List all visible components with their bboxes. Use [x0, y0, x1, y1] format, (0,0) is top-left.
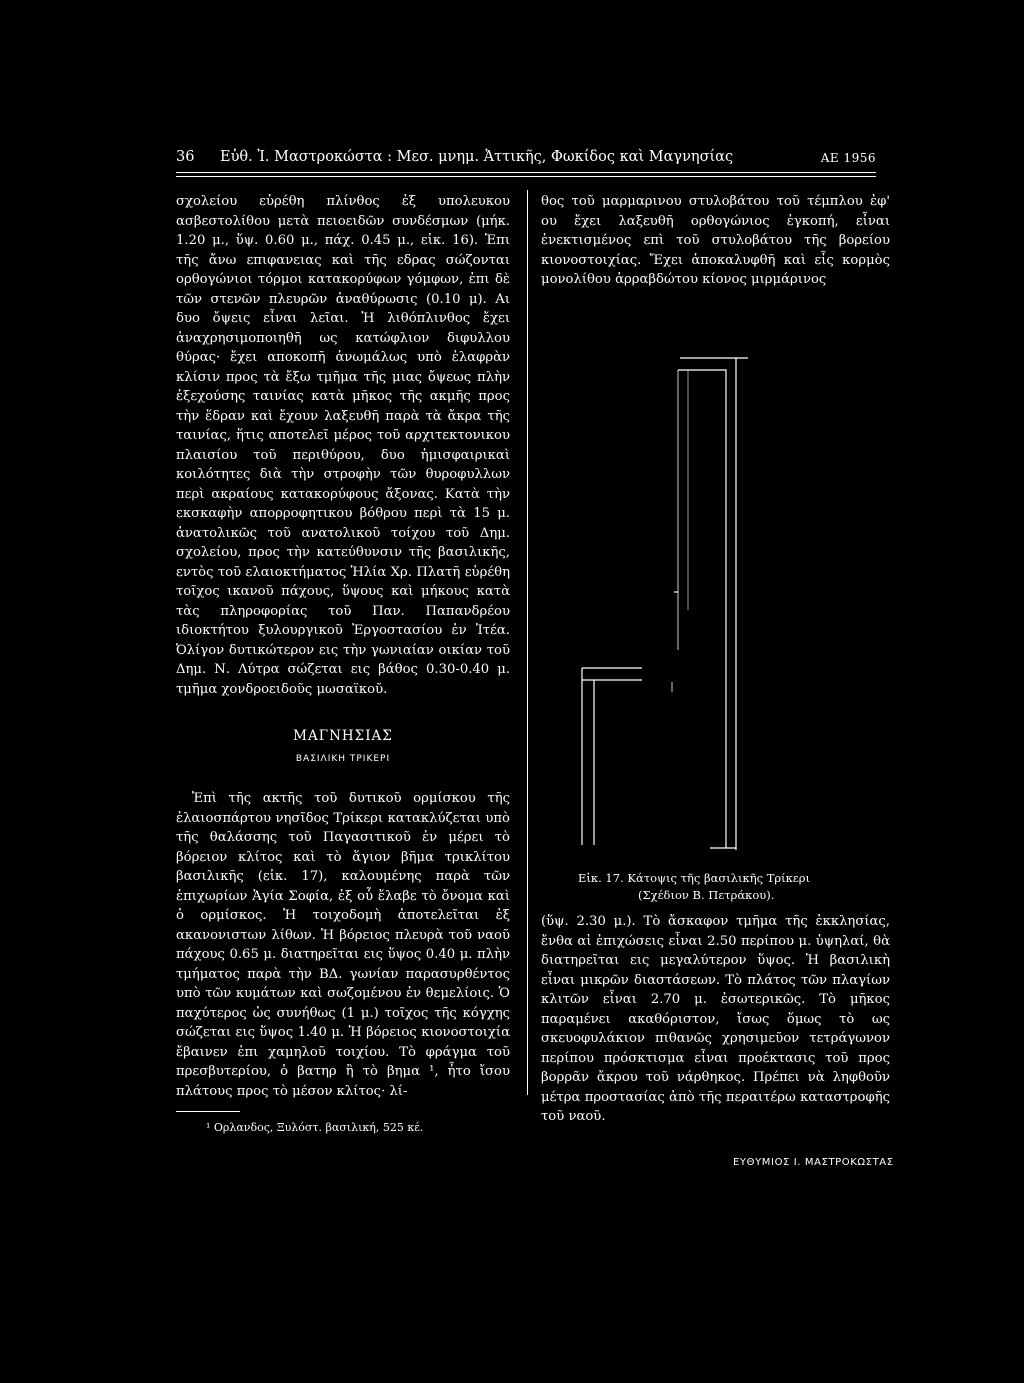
caption-line-1: Εἰκ. 17. Κάτοψις τῆς βασιλικῆς Τρίκερι: [578, 871, 811, 885]
author-signature: ΕΥΘΥΜΙΟΣ Ι. ΜΑΣΤΡΟΚΩΣΤΑΣ: [733, 1157, 894, 1168]
section-heading: ΜΑΓΝΗΣΙΑΣ: [293, 728, 393, 744]
paragraph-itea-finds: σχολείου εὑρέθη πλίνθος ἐξ υπολευκου ασβεστολίθου μετὰ πειοειδῶν συνδέσμων (μήκ. 1.20 μ., ὕψ. 0.60 μ., πάχ. 0.45 μ., εἰκ. 16). Ἐπι τῆς ἄνω επιφανειας καὶ τῆς εδρας σώζονται ορθογώνιοι τόρμοι κατακορύφων γόμφων, ἐπι δὲ τῶν στενῶν πλευρῶν ἀναθύρωσις (0.10 μ). Αι δυο ὄψεις εἶναι λεῖαι. Ἡ λιθόπλινθος ἔχει ἀναχρησιμοποιηθῆ ως κατώφλιον διφυλλου θύρας· ἔχει αποκοπῆ ἀνωμάλως υπὸ ἐλαφρὰν κλίσιν προς τὰ ἔξω τμῆμα τῆς μιας ὄψεως πλὴν ἐξεχούσης ταινίας κατὰ μῆκος τῆς ακμῆς προς τὴν ἕδραν καὶ ἔχουν λαξευθῆ παρὰ τὰ ἄκρα τῆς ταινίας, ἥτις αποτελεῖ μέρος τοῦ αρχιτεκτονικου πλαισίου τοῦ περιθύρου, δυο ἡμισφαιρικαὶ κοιλότητες διὰ τὴν στροφὴν τῶν θυροφυλλων περὶ ακραίους κατακορύφους ἄξονας. Κατὰ τὴν εκσκαφὴν απορροφητικου βόθρου περὶ τὰ 15 μ. ἀνατολικῶς τοῦ ανατολικοῦ τοίχου τοῦ Δημ. σχολείου, προς τὴν κατεύθυνσιν τῆς βασιλικῆς, εντὸς τοῦ ελαιοκτήματος Ἠλία Χρ. Πλατῆ εὑρέθη τοῖχος ικανοῦ πάχους, ὕψους καὶ μήκους κατὰ τὰς πληροφορίας τοῦ Παν. Παπανδρέου ιδιοκτήτου ξυλουργικοῦ Ἐργοστασίου ἐν Ἰτέα. Ὀλίγον δυτικώτερον εις τὴν γωνιαίαν οικίαν τοῦ Δημ. Ν. Λύτρα σώζεται εις βάθος 0.30-0.40 μ. τμῆμα χονδροειδοῦς μωσαϊκοῦ.: [176, 194, 510, 697]
paragraph-continued: θος τοῦ μαρμαρινου στυλοβάτου τοῦ τέμπλου ἐφ' ου ἔχει λαξευθῆ ορθογώνιος ἐγκοπή, εἶναι ἐνεκτισμένος επὶ τοῦ στυλοβάτου τῆς βορείου κιονοστοιχίας. Ἔχει ἀποκαλυφθῆ καὶ εἷς κορμὸς μονολίθου ἀρραβδώτου κίονος μιρμάρινος: [541, 194, 890, 287]
column-divider: [527, 190, 528, 1095]
paragraph-trikeri-basilica: Ἐπὶ τῆς ακτῆς τοῦ δυτικοῦ ορμίσκου τῆς ἐλαιοσπάρτου νησῖδος Τρίκερι κατακλύζεται υπὸ τῆς θαλάσσης τοῦ Παγασιτικοῦ ἐν μέρει τὸ βόρειον κλίτος καὶ τὸ ἅγιον βῆμα τρικλίτου βασιλικῆς (εἰκ. 17), καλουμένης παρὰ τῶν ἐπιχωρίων Ἁγία Σοφία, ἐξ οὗ ἔλαβε τὸ ὄνομα καὶ ὁ ορμίσκος. Ἡ τοιχοδομὴ ἀποτελεῖται ἐξ ακανονιστων λίθων. Ἡ βόρειος πλευρὰ τοῦ ναοῦ πάχους 0.65 μ. διατηρεῖται εις ὕψος 0.40 μ. πλὴν τμήματος παρὰ τὴν ΒΔ. γωνίαν παρασυρθέντος υπὸ τῶν κυμάτων καὶ σωζομένου ἐν θεμελίοις. Ὁ παχύτερος ὡς συνήθως (1 μ.) τοῖχος τῆς κόγχης σώζεται εις ὕψος 1.40 μ. Ἡ βόρειος κιονοστοιχία ἔβαινεν ἐπι χαμηλοῦ τοιχίου. Τὸ φράγμα τοῦ πρεσβυτερίου, ὁ βατηρ ἢ τὸ βημα ¹, ἦτο ἴσου πλάτους προς τὸ μέσον κλίτος· λί-: [176, 791, 510, 1099]
right-column: [541, 192, 890, 290]
basilica-plan-drawing: [560, 350, 760, 860]
page-number: 36: [176, 149, 195, 165]
header-rule: [176, 172, 876, 173]
figure-caption: [578, 870, 888, 904]
journal-year: ΑΕ 1956: [820, 151, 876, 165]
footnote: ¹ Ορλανδος, Ξυλόστ. βασιλική, 525 κέ.: [206, 1121, 424, 1134]
footnote-rule: [176, 1111, 240, 1112]
page-header: [176, 148, 876, 166]
paragraph-dimensions: (ὕψ. 2.30 μ.). Τὸ ἄσκαφον τμῆμα τῆς ἐκκλησίας, ἔνθα αἱ ἐπιχώσεις εἶναι 2.50 περίπου μ. ὑψηλαί, θὰ διατηρεῖται εις μεγαλύτερον ὕψος. Ἡ βασιλικὴ εἶναι μικρῶν διαστάσεων. Τὸ πλάτος τῶν πλαγίων κλιτῶν εἶναι 2.70 μ. ἐσωτερικῶς. Τὸ μῆκος παραμένει ακαθόριστον, ἴσως ὅμως τὸ ως σκευοφυλάκιον πιθανῶς χρησιμεῦον τετράγωνον περίπου πρόσκτισμα εἶναι προέκτασις τοῦ προς βορρᾶν ἄκρου τοῦ νάρθηκος. Πρέπει νὰ ληφθοῦν μέτρα προστασίας ἀπὸ τῆς περαιτέρω καταστροφῆς τοῦ ναοῦ.: [541, 914, 890, 1124]
right-column-lower: [541, 912, 890, 1127]
section-subheading: ΒΑΣΙΛΙΚΗ ΤΡΙΚΕΡΙ: [295, 753, 391, 764]
left-column: [176, 192, 510, 1135]
header-rule-thin: [176, 176, 876, 177]
basilica-plan-figure: [560, 350, 760, 860]
running-title: Εὐθ. Ἰ. Μαστροκώστα : Μεσ. μνημ. Ἀττικῆς, Φωκίδος καὶ Μαγνησίας: [220, 149, 734, 165]
caption-line-2: (Σχέδιον Β. Πετράκου).: [638, 888, 775, 902]
